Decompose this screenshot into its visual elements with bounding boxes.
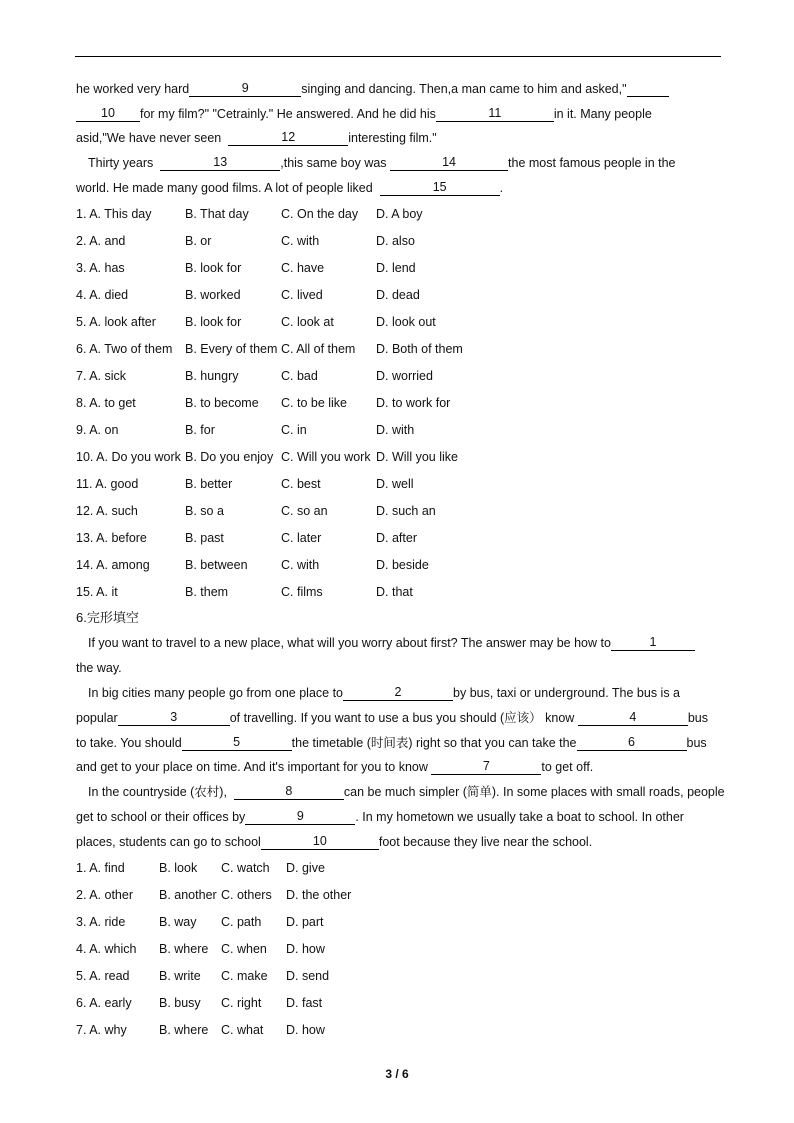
option-choice[interactable]: C. All of them — [281, 342, 356, 356]
text: the way. — [76, 661, 122, 675]
section-title: 6.完形填空 — [76, 610, 139, 625]
text: . — [499, 181, 504, 195]
option-choice[interactable]: 3. A. ride — [76, 915, 126, 929]
option-choice[interactable]: 3. A. has — [76, 261, 125, 275]
text: he worked very hard — [76, 82, 190, 96]
text: bus — [687, 711, 708, 725]
option-choice[interactable]: C. make — [221, 969, 268, 983]
option-choice[interactable]: C. best — [281, 477, 321, 491]
option-choice[interactable]: B. where — [159, 1023, 209, 1037]
option-choice[interactable]: B. past — [185, 531, 224, 545]
option-choice[interactable]: 4. A. died — [76, 288, 129, 302]
option-choice[interactable]: 1. A. find — [76, 861, 125, 875]
passage2-line6 — [76, 759, 746, 775]
blank-11[interactable]: 11 — [436, 106, 554, 122]
passage2-line4 — [76, 710, 746, 726]
option-choice[interactable]: 5. A. read — [76, 969, 130, 983]
text: singing and dancing. Then,a man came to him and asked," — [301, 82, 627, 96]
blank-13[interactable]: 13 — [160, 155, 280, 171]
option-choice[interactable]: B. where — [159, 942, 209, 956]
option-choice[interactable]: 2. A. other — [76, 888, 133, 902]
blank-9[interactable]: 9 — [189, 81, 301, 97]
blank-9[interactable]: 9 — [245, 809, 355, 825]
option-choice[interactable]: B. write — [159, 969, 201, 983]
option-choice[interactable]: C. On the day — [281, 207, 359, 221]
option-choice[interactable]: B. so a — [185, 504, 224, 518]
option-choice[interactable]: D. to work for — [376, 396, 451, 410]
option-choice[interactable]: 11. A. good — [76, 477, 139, 491]
option-choice[interactable]: B. them — [185, 585, 229, 599]
option-choice[interactable]: C. to be like — [281, 396, 348, 410]
option-choice[interactable]: C. in — [281, 423, 307, 437]
text: foot because they live near the school. — [378, 835, 593, 849]
option-choice[interactable]: C. lived — [281, 288, 323, 302]
blank-8[interactable]: 8 — [234, 784, 344, 800]
text: places, students can go to school — [76, 835, 261, 849]
option-choice[interactable]: D. lend — [376, 261, 416, 275]
option-choice[interactable]: D. beside — [376, 558, 429, 572]
option-choice[interactable]: 5. A. look after — [76, 315, 156, 329]
text: in it. Many people — [553, 107, 652, 121]
blank-2[interactable]: 2 — [343, 685, 453, 701]
passage2-line5 — [76, 735, 746, 751]
option-choice[interactable]: 1. A. This day — [76, 207, 152, 221]
text: In the countryside (农村), — [88, 785, 227, 799]
option-choice[interactable]: C. bad — [281, 369, 318, 383]
option-choice[interactable]: B. worked — [185, 288, 241, 302]
option-choice[interactable]: B. hungry — [185, 369, 239, 383]
option-choice[interactable]: D. send — [286, 969, 330, 983]
option-choice[interactable]: C. Will you work — [281, 450, 371, 464]
text: In big cities many people go from one place to — [88, 686, 344, 700]
text: can be much simpler (简单). In some places with small roads, people — [343, 785, 725, 799]
blank-10-start[interactable] — [627, 81, 669, 97]
option-choice[interactable]: D. how — [286, 1023, 325, 1037]
option-choice[interactable]: C. films — [281, 585, 323, 599]
option-choice[interactable]: 14. A. among — [76, 558, 150, 572]
option-choice[interactable]: D. fast — [286, 996, 323, 1010]
blank-14[interactable]: 14 — [390, 155, 508, 171]
option-choice[interactable]: 2. A. and — [76, 234, 126, 248]
option-choice[interactable]: C. watch — [221, 861, 270, 875]
option-choice[interactable]: D. give — [286, 861, 325, 875]
text: of travelling. If you want to use a bus you should (应该） know — [229, 711, 575, 725]
blank-10[interactable]: 10 — [76, 106, 140, 122]
text: ,this same boy was — [280, 156, 387, 170]
option-choice[interactable]: D. with — [376, 423, 415, 437]
blank-4[interactable]: 4 — [578, 710, 688, 726]
text: . In my hometown we usually take a boat to school. In other — [355, 810, 684, 824]
passage1-line3 — [76, 130, 746, 146]
option-choice[interactable]: 12. A. such — [76, 504, 138, 518]
option-choice[interactable]: D. worried — [376, 369, 433, 383]
blank-12[interactable]: 12 — [228, 130, 348, 146]
option-choice[interactable]: D. A boy — [376, 207, 423, 221]
option-choice[interactable]: C. others — [221, 888, 272, 902]
text: get to school or their offices by — [76, 810, 246, 824]
option-choice[interactable]: 6. A. Two of them — [76, 342, 173, 356]
option-choice[interactable]: B. another — [159, 888, 217, 902]
option-choice[interactable]: B. to become — [185, 396, 259, 410]
passage2-line2 — [76, 660, 746, 676]
option-choice[interactable]: D. also — [376, 234, 415, 248]
option-choice[interactable]: B. look for — [185, 315, 242, 329]
passage2-line1 — [76, 635, 758, 651]
passage1-line2 — [76, 106, 746, 122]
option-choice[interactable]: D. part — [286, 915, 324, 929]
header-rule — [75, 56, 721, 57]
page-number: 3 / 6 — [385, 1067, 409, 1081]
option-choice[interactable]: D. look out — [376, 315, 436, 329]
option-choice[interactable]: 13. A. before — [76, 531, 147, 545]
text: to get off. — [541, 760, 594, 774]
text: the most famous people in the — [508, 156, 676, 170]
passage2-line8 — [76, 809, 746, 825]
blank-1[interactable]: 1 — [611, 635, 695, 651]
option-choice[interactable]: C. have — [281, 261, 325, 275]
text: to take. You should — [76, 736, 182, 750]
text: world. He made many good films. A lot of people liked — [76, 181, 373, 195]
option-choice[interactable]: 10. A. Do you work — [76, 450, 181, 464]
blank-6[interactable]: 6 — [577, 735, 687, 751]
option-choice[interactable]: B. way — [159, 915, 197, 929]
option-choice[interactable]: D. the other — [286, 888, 352, 902]
option-choice[interactable]: C. right — [221, 996, 262, 1010]
passage2-line3 — [76, 685, 758, 701]
option-choice[interactable]: 15. A. it — [76, 585, 118, 599]
option-choice[interactable]: B. look for — [185, 261, 242, 275]
option-choice[interactable]: C. with — [281, 558, 320, 572]
blank-10[interactable]: 10 — [261, 834, 379, 850]
text: bus — [686, 736, 707, 750]
option-choice[interactable]: D. Will you like — [376, 450, 458, 464]
blank-7[interactable]: 7 — [431, 759, 541, 775]
option-choice[interactable]: 7. A. sick — [76, 369, 127, 383]
option-choice[interactable]: D. how — [286, 942, 325, 956]
option-choice[interactable]: D. dead — [376, 288, 420, 302]
blank-15[interactable]: 15 — [380, 180, 500, 196]
text: popular — [76, 711, 118, 725]
text: interesting film." — [348, 131, 437, 145]
option-choice[interactable]: D. that — [376, 585, 413, 599]
option-choice[interactable]: C. when — [221, 942, 267, 956]
blank-3[interactable]: 3 — [118, 710, 230, 726]
option-choice[interactable]: B. look — [159, 861, 198, 875]
text: by bus, taxi or underground. The bus is a — [453, 686, 681, 700]
option-choice[interactable]: D. such an — [376, 504, 436, 518]
option-choice[interactable]: D. Both of them — [376, 342, 463, 356]
option-choice[interactable]: B. between — [185, 558, 248, 572]
option-choice[interactable]: C. look at — [281, 315, 334, 329]
option-choice[interactable]: B. for — [185, 423, 215, 437]
option-choice[interactable]: C. what — [221, 1023, 264, 1037]
option-choice[interactable]: 8. A. to get — [76, 396, 136, 410]
passage2-line9 — [76, 834, 746, 850]
passage1-line1 — [76, 81, 746, 97]
option-choice[interactable]: B. busy — [159, 996, 201, 1010]
option-choice[interactable]: D. after — [376, 531, 417, 545]
option-choice[interactable]: D. well — [376, 477, 414, 491]
option-choice[interactable]: 9. A. on — [76, 423, 119, 437]
text: the timetable (时间表) right so that you can take the — [291, 736, 577, 750]
option-choice[interactable]: 6. A. early — [76, 996, 132, 1010]
option-choice[interactable]: B. better — [185, 477, 233, 491]
option-choice[interactable]: C. with — [281, 234, 320, 248]
text: and get to your place on time. And it's important for you to know — [76, 760, 428, 774]
option-choice[interactable]: 7. A. why — [76, 1023, 127, 1037]
option-choice[interactable]: C. later — [281, 531, 322, 545]
option-choice[interactable]: 4. A. which — [76, 942, 137, 956]
option-choice[interactable]: B. Every of them — [185, 342, 278, 356]
passage1-line5 — [76, 180, 746, 196]
text: asid,"We have never seen — [76, 131, 222, 145]
option-choice[interactable]: B. That day — [185, 207, 249, 221]
text: Thirty years — [88, 156, 154, 170]
option-choice[interactable]: C. path — [221, 915, 262, 929]
passage2-line7 — [76, 784, 758, 800]
text: If you want to travel to a new place, what will you worry about first? The answer may be how to — [88, 636, 611, 650]
option-choice[interactable]: C. so an — [281, 504, 328, 518]
option-choice[interactable]: B. or — [185, 234, 212, 248]
passage1-line4 — [76, 155, 758, 171]
text: for my film?" "Cetrainly." He answered. And he did his — [140, 107, 436, 121]
blank-5[interactable]: 5 — [182, 735, 292, 751]
option-choice[interactable]: B. Do you enjoy — [185, 450, 274, 464]
